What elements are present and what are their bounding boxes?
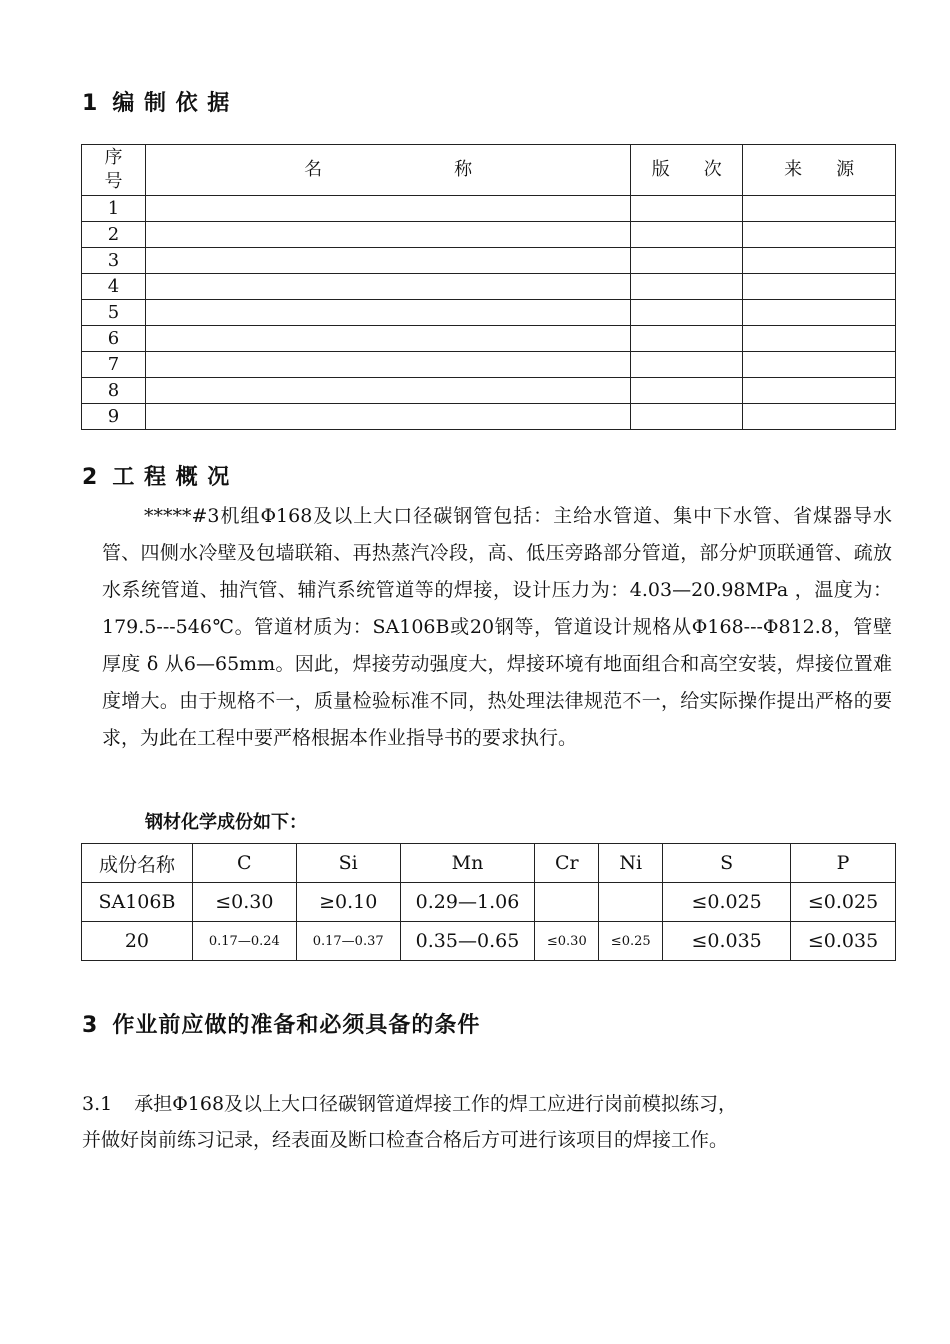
table-row: 4 — [82, 274, 896, 300]
section-1-heading — [82, 86, 230, 117]
table-row: 3 — [82, 248, 896, 274]
clause-text: 承担Φ168及以上大口径碳钢管道焊接工作的焊工应进行岗前模拟练习， — [134, 1093, 738, 1115]
clause-number: 3.1 — [82, 1093, 113, 1115]
section-number: 2 — [82, 465, 99, 490]
table-row: 5 — [82, 300, 896, 326]
section-title: 编 制 依 据 — [112, 91, 231, 116]
source-header: 来 源 — [743, 145, 896, 196]
section-3-heading — [82, 1008, 480, 1039]
name-header: 名 称 — [145, 145, 630, 196]
section-title: 作业前应做的准备和必须具备的条件 — [112, 1013, 481, 1038]
basis-table — [81, 144, 896, 430]
table-header-row — [82, 145, 896, 196]
section-2-heading — [82, 460, 230, 491]
table-row: 6 — [82, 326, 896, 352]
table-header-row: 成份名称 C Si Mn Cr Ni S P — [82, 844, 896, 883]
seq-header: 序号 — [82, 145, 146, 196]
version-header: 版 次 — [631, 145, 743, 196]
clause-text-cont: 并做好岗前练习记录，经表面及断口检查合格后方可进行该项目的焊接工作。 — [82, 1129, 729, 1151]
chem-label: 钢材化学成份如下： — [145, 812, 307, 833]
chemical-composition-table — [81, 843, 896, 961]
section-number: 1 — [82, 91, 99, 116]
table-row: 7 — [82, 352, 896, 378]
section-title: 工 程 概 况 — [112, 465, 231, 490]
table-row: 9 — [82, 404, 896, 430]
paragraph-3-1 — [82, 1086, 882, 1158]
table-row: 2 — [82, 222, 896, 248]
table-row: 1 — [82, 196, 896, 222]
table-row: 20 0.17—0.24 0.17—0.37 0.35—0.65 ≤0.30 ≤0.25 ≤0.035 ≤0.035 — [82, 922, 896, 961]
table-row: SA106B ≤0.30 ≥0.10 0.29—1.06 ≤0.025 ≤0.025 — [82, 883, 896, 922]
table-row: 8 — [82, 378, 896, 404]
section-number: 3 — [82, 1013, 99, 1038]
overview-paragraph: *****#3机组Φ168及以上大口径碳钢管包括：主给水管道、集中下水管、省煤器导水管、四侧水冷壁及包墙联箱、再热蒸汽冷段，高、低压旁路部分管道，部分炉顶联通管、疏放水系统管道、抽汽管、辅汽系统管道等的焊接，设计压力为：4.03—20.98MPa ，温度为：179.5---546℃。管道材质为：SA106B或20钢等，管道设计规格从Φ168---Φ812.8，管壁厚度 δ 从6—65mm。因此，焊接劳动强度大，焊接环境有地面组合和高空安装，焊接位置难度增大。由于规格不一，质量检验标准不同，热处理法律规范不一，给实际操作提出严格的要求，为此在工程中要严格根据本作业指导书的要求执行。 — [102, 505, 892, 749]
